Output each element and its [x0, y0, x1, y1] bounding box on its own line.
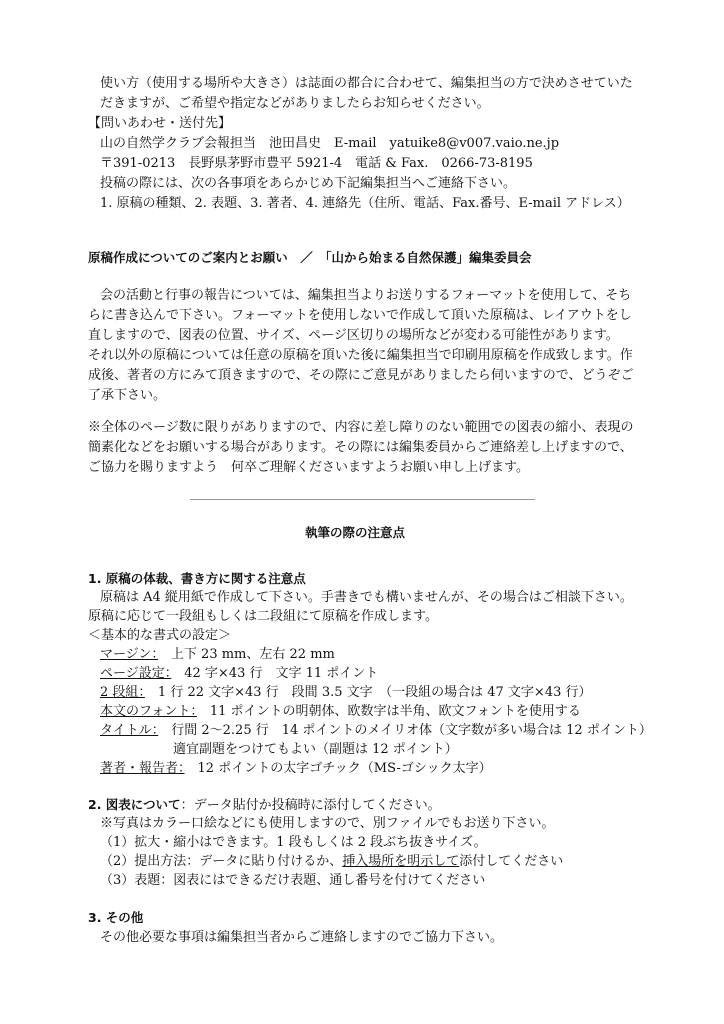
format-font [100, 704, 581, 720]
section-2-heading [88, 797, 441, 814]
submission-items: 1. 原稿の種類、2. 表題、3. 著者、4. 連絡先（住所、電話、Fax.番号、E-mail アドレス） [100, 196, 630, 211]
page-label: ページ設定： [100, 666, 172, 681]
guide-paragraph-line: 会の活動と行事の報告については、編集担当よりお送りするフォーマットを使用して、そち [100, 288, 632, 303]
format-subtitle: 適宜副題をつけてもよい（副題は 12 ポイント） [173, 742, 458, 757]
section-1-heading: 1. 原稿の体裁、書き方に関する注意点 [88, 571, 306, 586]
submission-notice: 投稿の際には、次の各事項をあらかじめ下記編集担当へご連絡下さい。 [100, 176, 517, 191]
section-2-heading-rest: ：データ貼付か投稿時に添付してください。 [180, 798, 441, 813]
author-value: 12 ポイントの太字ゴチック（MS-ゴシック太字） [184, 761, 492, 776]
format-heading: ＜基本的な書式の設定＞ [88, 628, 232, 643]
submit-method-underline: 挿入場所を明示して [342, 854, 460, 869]
guide-paragraph-line: それ以外の原稿については任意の原稿を頂いた後に編集担当で印刷用原稿を作成致します。作 [88, 348, 633, 363]
submit-method-b: 添付してください [459, 854, 564, 869]
usage-line-2: だきますが、ご希望や指定などがありましたらお知らせください。 [100, 96, 490, 111]
guide-note-line: ※全体のページ数に限りがありますので、内容に差し障りのない範囲での図表の縮小、表現の [88, 420, 634, 435]
columns-value: 1 行 22 文字×43 行 段間 3.5 文字 （一段組の場合は 47 文字×43 行） [144, 685, 592, 700]
section-2-line-2: （1）拡大・縮小はできます。1 段もしくは 2 段ぶち抜きサイズ。 [100, 835, 487, 850]
usage-line-1: 使い方（使用する場所や大きさ）は誌面の都合に合わせて、編集担当の方で決めさせていた [100, 76, 633, 91]
author-label: 著者・報告者： [100, 761, 185, 776]
section-2-line-3 [100, 854, 563, 870]
contact-address: 〒391-0213 長野県茅野市豊平 5921-4 電話 & Fax. 0266-73-8195 [100, 156, 533, 171]
format-author [100, 761, 492, 777]
margin-label: マージン： [100, 647, 158, 662]
font-label: 本文のフォント： [100, 704, 197, 719]
submit-method-a: （2）提出方法：データに貼り付けるか、 [100, 854, 343, 869]
contact-person: 山の自然学クラブ会報担当 池田昌史 E-mail yatuike8@v007.vaio.ne.jp [100, 136, 560, 151]
font-value: 11 ポイントの明朝体、欧数字は半角、欧文フォントを使用する [196, 704, 581, 719]
format-page [100, 666, 378, 682]
section-2-line-4: （3）表題：図表にはできるだけ表題、通し番号を付けてください [100, 873, 486, 888]
guide-paragraph-line: 直しますので、図表の位置、サイズ、ページ区切りの場所などが変わる可能性があります。 [88, 328, 619, 343]
guide-paragraph-line: らに書き込んで下さい。フォーマットを使用しないで作成して頂いた原稿は、レイアウトをし [88, 308, 632, 323]
contact-heading: 【問いあわせ・送付先】 [88, 116, 232, 131]
title-label: タイトル： [100, 723, 159, 738]
columns-label: 2 段組： [100, 685, 145, 700]
section-1-line-1: 原稿は A4 縦用紙で作成して下さい。手書きでも構いませんが、その場合はご相談下さい。 [100, 590, 633, 605]
format-title [100, 723, 652, 739]
guide-paragraph-line: 了承下さい。 [88, 388, 167, 403]
guide-note-line: 簡素化などをお願いする場合があります。その際には編集委員からご連絡差し上げますので、 [88, 440, 633, 455]
format-margin [100, 647, 335, 663]
section-1-line-2: 原稿に応じて一段組もしくは二段組にて原稿を作成します。 [88, 609, 438, 624]
notes-title: 執筆の際の注意点 [305, 525, 406, 540]
section-3-heading: 3. その他 [88, 910, 144, 925]
title-value: 行間 2～2.25 行 14 ポイントのメイリオ体（文字数が多い場合は 12 ポイント） [158, 723, 652, 738]
section-3-line-1: その他必要な事項は編集担当者からご連絡しますのでご協力下さい。 [100, 930, 504, 945]
section-2-line-1: ※写真はカラー口絵などにも使用しますので、別ファイルでもお送り下さい。 [100, 816, 555, 831]
format-columns [100, 685, 592, 701]
section-divider [190, 499, 535, 500]
page-value: 42 字×43 行 文字 11 ポイント [171, 666, 379, 681]
section-2-heading-bold: 2. 図表について [88, 797, 181, 812]
guide-paragraph-line: 成後、著者の方にみて頂きますので、その際にご意見がありましたら伺いますので、どうぞご [88, 368, 634, 383]
guide-heading: 原稿作成についてのご案内とお願い ／ 「山から始まる自然保護」編集委員会 [88, 250, 532, 265]
guide-note-line: ご協力を賜りますよう 何卒ご理解くださいますようお願い申し上げます。 [88, 460, 529, 475]
margin-value: 上下 23 mm、左右 22 mm [157, 647, 335, 662]
